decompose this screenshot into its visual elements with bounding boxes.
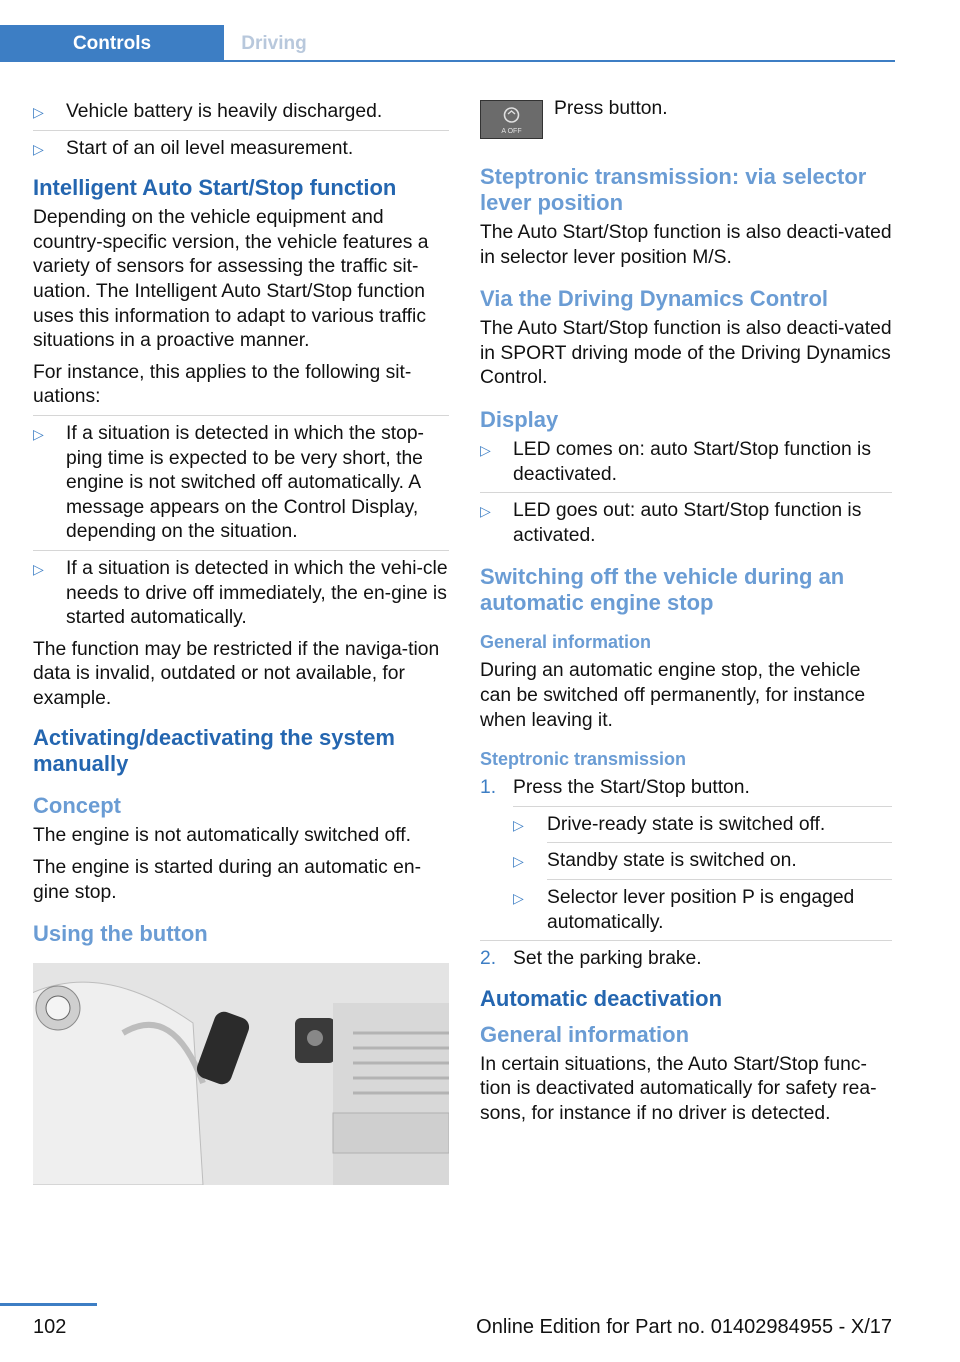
- sub-list-item: ▷ Drive-ready state is switched off.: [480, 813, 892, 838]
- triangle-bullet-icon: ▷: [33, 560, 44, 577]
- divider: [33, 130, 449, 131]
- subsection-heading: General information: [480, 1021, 690, 1047]
- press-instruction: Press button.: [554, 98, 668, 119]
- sub-list-item: ▷ Selector lever position P is engaged automatically.: [513, 886, 855, 933]
- step-number: 2.: [480, 948, 497, 970]
- triangle-bullet-icon: ▷: [33, 104, 44, 120]
- button-label: A OFF: [501, 128, 522, 135]
- subsection-heading: Steptronic transmission: [480, 749, 687, 770]
- section-heading: Activating/deactivating the system manually: [33, 725, 395, 777]
- section-heading: Display: [480, 406, 559, 432]
- press-button-row: [480, 92, 892, 142]
- paragraph: In certain situations, the Auto Start/Stop func‐tion is deactivated automatically for safety rea‐sons, for instance if no driver is detected.: [480, 1053, 877, 1124]
- steering-wheel-illustration: [33, 963, 449, 1185]
- section-heading: Automatic deactivation: [480, 985, 723, 1011]
- subsection-heading: Concept: [33, 793, 121, 819]
- paragraph: The engine is started during an automatic en‐gine stop.: [33, 857, 421, 903]
- auto-start-stop-button[interactable]: [480, 100, 543, 139]
- left-column: [33, 100, 449, 1185]
- triangle-bullet-icon: ▷: [33, 140, 44, 157]
- list-item: ▷ If a situation is detected in which the stop‐ping time is expected to be very short, the engine is not switched off automatically. A message appears on the Control Display, depending on the situation.: [33, 422, 424, 543]
- list-item: ▷ Vehicle battery is heavily discharged.: [33, 100, 449, 125]
- paragraph: The Auto Start/Stop function is also deacti‐vated in selector lever position M/S.: [480, 222, 892, 268]
- divider: [480, 940, 892, 941]
- tab-driving[interactable]: Driving: [224, 25, 324, 62]
- divider: [547, 842, 892, 843]
- section-heading: Switching off the vehicle during an automatic engine stop: [480, 564, 845, 616]
- list-item: ▷ LED goes out: auto Start/Stop function is activated.: [480, 500, 862, 546]
- right-column: [480, 100, 892, 1126]
- paragraph: The function may be restricted if the naviga‐tion data is invalid, outdated or not available, for example.: [33, 638, 440, 709]
- list-item: ▷ If a situation is detected in which the vehi‐cle needs to drive off immediately, the en‐gine is started automatically.: [33, 557, 448, 629]
- auto-start-stop-off-icon: [481, 101, 542, 138]
- divider: [513, 806, 892, 807]
- triangle-bullet-icon: ▷: [33, 425, 44, 442]
- divider: [33, 415, 449, 416]
- triangle-bullet-icon: ▷: [513, 889, 524, 906]
- header-tabs: [0, 25, 895, 62]
- sub-list-item: ▷ Standby state is switched on.: [480, 849, 892, 874]
- triangle-bullet-icon: ▷: [513, 816, 524, 833]
- list-item: ▷ Start of an oil level measurement.: [33, 137, 449, 162]
- paragraph: The engine is not automatically switched off.: [33, 825, 411, 847]
- step-number: 1.: [480, 777, 497, 799]
- subsection-heading: Using the button: [33, 921, 208, 947]
- section-heading: Steptronic transmission: via selector lever position: [480, 164, 867, 215]
- triangle-bullet-icon: ▷: [513, 853, 524, 870]
- paragraph: During an automatic engine stop, the vehicle can be switched off permanently, for instance when leaving it.: [480, 660, 866, 731]
- list-item: ▷ LED comes on: auto Start/Stop function is deactivated.: [480, 438, 871, 485]
- paragraph: Depending on the vehicle equipment and country-specific version, the vehicle features a variety of sensors for assessing the traffic sit‐uation. The Intelligent Auto Start/Stop function uses this information to adapt to various traffic situations in a proactive manner.: [33, 207, 429, 352]
- divider: [547, 879, 892, 880]
- divider: [33, 550, 449, 551]
- subsection-heading: General information: [480, 632, 652, 653]
- numbered-step: 1. Press the Start/Stop button.: [480, 776, 892, 801]
- edition-note: Online Edition for Part no. 01402984955 - X/17: [476, 1316, 892, 1338]
- triangle-bullet-icon: ▷: [480, 503, 491, 520]
- header-rule: [0, 60, 895, 62]
- section-heading: Via the Driving Dynamics Control: [480, 286, 829, 312]
- paragraph: The Auto Start/Stop function is also deacti‐vated in SPORT driving mode of the Driving Dynamics Control.: [480, 318, 892, 389]
- tab-controls[interactable]: Controls: [0, 25, 224, 62]
- paragraph: For instance, this applies to the following sit‐uations:: [33, 361, 412, 408]
- triangle-bullet-icon: ▷: [480, 441, 491, 458]
- divider: [480, 492, 892, 493]
- page-number: 102: [33, 1316, 67, 1338]
- numbered-step: 2. Set the parking brake.: [480, 947, 892, 972]
- section-heading: Intelligent Auto Start/Stop function: [33, 175, 397, 201]
- dashboard-photo: [33, 963, 449, 1185]
- footer-rule: [0, 1303, 97, 1306]
